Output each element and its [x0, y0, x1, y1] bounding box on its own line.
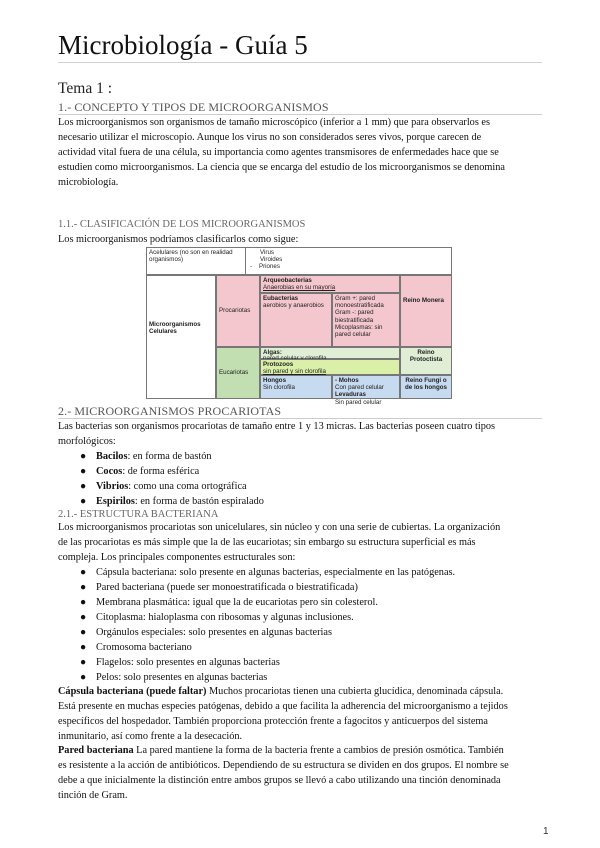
classification-table [146, 247, 452, 406]
list-item: ● Pelos: solo presentes en algunas bacterias [80, 672, 268, 683]
eubac-desc: aerobios y anaerobios [263, 302, 324, 310]
gram-positive: Gram +: pared monoestratificada [335, 295, 384, 310]
eucariotas-cell [216, 347, 260, 399]
acelulares-item: - Priones [250, 263, 280, 271]
text-line: microbiología. [58, 177, 119, 188]
procariotas-cell [216, 275, 260, 347]
page-number: 1 [543, 826, 549, 837]
section2-heading: 2.- MICROORGANISMOS PROCARIOTAS [58, 404, 282, 418]
section1-subheading: 1.1.- CLASIFICACIÓN DE LOS MICROORGANISMOS [58, 219, 306, 230]
list-item: ● Cápsula bacteriana: solo presente en algunas bacterias, especialmente en las patógenas. [80, 567, 456, 578]
acelulares-items-cell [246, 247, 452, 275]
text-line: Las bacterias son organismos procariotas de tamaño entre 1 y 13 micras. Las bacterias poseen cuatro tipos [58, 421, 495, 432]
title-divider [58, 62, 542, 63]
hongos-cell [260, 375, 332, 399]
text-line: debe a que inicialmente la distinción entre ambos grupos se llevó a cabo utilizando una tinción denominada [58, 775, 501, 786]
arqueobacterias-cell [260, 275, 400, 293]
protozoos-desc: sin pared y sin clorofila [263, 368, 326, 376]
list-item: ● Flagelos: solo presentes en algunas bacterias [80, 657, 280, 668]
list-item: ● Membrana plasmática: igual que la de eucariotas pero sin colesterol. [80, 597, 378, 608]
procariotas-label: Procariotas [219, 307, 251, 314]
list-item: ● Vibrios: como una coma ortográfica [80, 481, 247, 492]
microorganismos-label: Microorganismos Celulares [149, 321, 201, 336]
text-line: estudien como microorganismos. La ciencia que se encarga del estudio de los microorganismos se denomina [58, 162, 505, 173]
protozoos-title: Protozoos [263, 361, 294, 368]
text-line: necesario utilizar el microscopio. Aunque los virus no son considerados seres vivos, porque carecen de [58, 132, 482, 143]
reino-fungi: Reino Fungi o de los hongos [405, 377, 447, 392]
arqueo-desc: Anaerobias en su mayoría [263, 284, 336, 292]
structure-paragraph [58, 520, 542, 565]
eubacterias-cell [260, 293, 332, 347]
text-line: tinción de Gram. [58, 790, 128, 801]
eucariotas-label: Eucariotas [219, 369, 249, 376]
reino-protoctista-cell [400, 347, 452, 375]
microorganismos-celulares-cell [146, 275, 216, 399]
text-line: de las procariotas es más simple que la de las eucariotas; sin embargo su estructura superficial es más [58, 537, 476, 548]
hongos-desc: Sin clorofila [263, 384, 295, 392]
reino-fungi-cell [400, 375, 452, 399]
list-item: ● Citoplasma: hialoplasma con ribosomas y algunas inclusiones. [80, 612, 354, 623]
section2-subheading: 2.1.- ESTRUCTURA BACTERIANA [58, 509, 219, 520]
text-line: Los microorganismos procariotas son unicelulares, sin núcleo y con una serie de cubiertas. La organización [58, 522, 501, 533]
tema-heading: Tema 1 : [58, 80, 113, 97]
acelulares-item: Viroides [260, 256, 283, 264]
micoplasmas: Micoplasmas: sin pared celular [335, 323, 383, 339]
arqueo-title: Arqueobacterias [263, 277, 312, 284]
list-item: ● Espirilos: en forma de bastón espiralado [80, 496, 264, 507]
text-line: Pared bacteriana La pared mantiene la forma de la bacteria frente a cambios de presión osmótica. También [58, 745, 504, 756]
pared-paragraph [58, 743, 542, 803]
gram-cell [332, 293, 400, 347]
acelulares-cell [146, 247, 246, 275]
hongos-title: Hongos [263, 377, 287, 384]
section1-paragraph [58, 115, 542, 190]
classification-intro: Los microorganismos podríamos clasificarlos como sigue: [58, 234, 299, 245]
levaduras-desc: Sin pared celular [335, 398, 382, 406]
text-line: Cápsula bacteriana (puede faltar) Muchos procariotas tienen una cubierta glucídica, denominada cápsula. [58, 686, 504, 697]
algas-title: Algas: [263, 349, 282, 356]
text-line: es resistente a la acción de antibióticos. Dependiendo de su estructura se dividen en dos grupos. El nombre se [58, 760, 509, 771]
reino-monera: Reino Monera [403, 297, 444, 304]
text-line: Los microorganismos son organismos de tamaño microscópico (inferior a 1 mm) que para observarlos es [58, 117, 490, 128]
section1-heading: 1.- CONCEPTO Y TIPOS DE MICROORGANISMOS [58, 100, 329, 114]
eubac-title: Eubacterias [263, 295, 299, 302]
text-line: inmunitario, así como frente a la desecación. [58, 731, 243, 742]
section2-paragraph [58, 419, 542, 449]
acelulares-label: Acelulares (no son en realidad organismos) [149, 249, 233, 264]
gram-negative: Gram -: pared biestratificada [335, 309, 374, 324]
document-title: Microbiología - Guía 5 [58, 30, 308, 60]
text-line: morfológicos: [58, 436, 116, 447]
mohos-desc: Con pared celular [335, 384, 384, 392]
text-line: específicos del hospedador. También proporciona protección frente a fagocitos y anticuerpos del sistema [58, 716, 488, 727]
capsula-paragraph [58, 684, 542, 744]
text-line: Está presente en muchas especies patógenas, debido a que facilita la adherencia del microorganismo a tejidos [58, 701, 508, 712]
reino-monera-cell [400, 275, 452, 347]
acelulares-item: Virus [260, 249, 274, 256]
list-item: ● Pared bacteriana (puede ser monoestratificada o biestratificada) [80, 582, 358, 593]
text-line: actividad vital fuera de una célula, su importancia como agentes transmisores de enfermedades hace que se [58, 147, 499, 158]
mohos-title: - Mohos [335, 377, 359, 384]
mohos-levaduras-cell [332, 375, 400, 406]
algas-cell [260, 347, 400, 359]
levaduras-title: Levaduras [335, 391, 366, 399]
reino-protoctista: Reino Protoctista [409, 349, 443, 364]
protozoos-cell [260, 359, 400, 375]
text-line: compleja. Los principales componentes estructurales son: [58, 552, 296, 563]
list-item: ● Bacilos: en forma de bastón [80, 451, 212, 462]
list-item: ● Cromosoma bacteriano [80, 642, 192, 653]
list-item: ● Orgánulos especiales: solo presentes en algunas bacterias [80, 627, 332, 638]
list-item: ● Cocos: de forma esférica [80, 466, 200, 477]
